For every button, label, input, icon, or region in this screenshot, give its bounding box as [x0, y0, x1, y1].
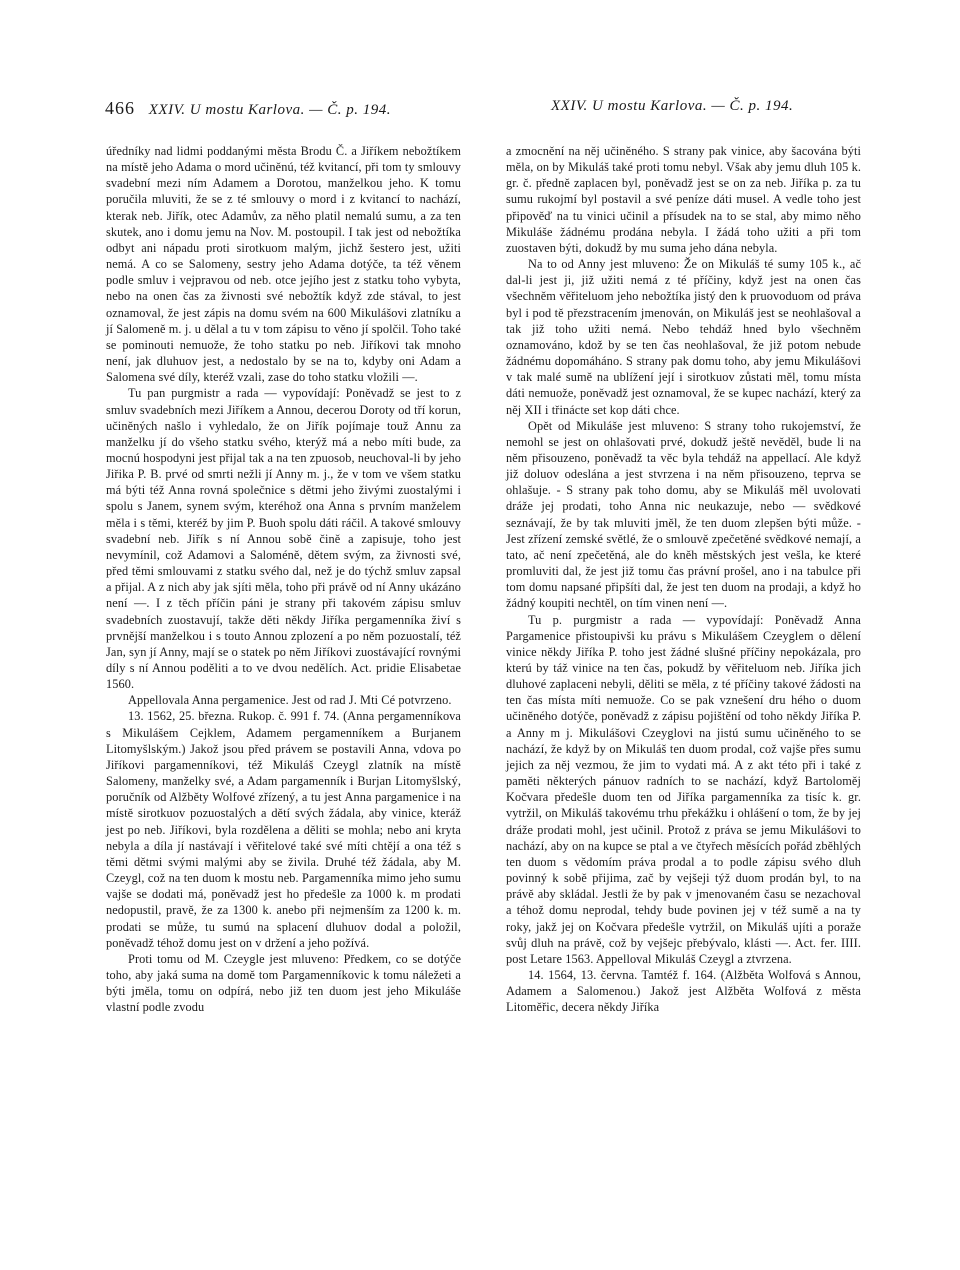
page-header [0, 98, 960, 122]
paragraph: a zmocnění na něj učiněného. S strany pak vinice, aby šacována býti měla, on by Mikuláš také proti tomu nebyl. Však aby jemu dluh 105 k. gr. č. předně zaplacen byl, poněvadž jest se on za neb. Jiříka p. za tu sumu rukojmí byl postavil a své peníze dáti musel. A vedle toho jest připověď na tu vinici učinil a přísudek na to se stal, aby mimo něho Mikuláše žádnému prodána nebyla. I žádá toho užiti a při tom zuostaven býti, dokudž by mu suma jeho dána nebyla. [506, 144, 861, 255]
paragraph: Opět od Mikuláše jest mluveno: S strany toho rukojemství, že nemohl se jest on ohlašovati prvé, dokudž ještě nevěděl, bude li na něm přisouzeno, poněvadž ta věc byla tehdáž na appellací. Ale když již doluov odeslána a jest stvrzena i na něm přisouzeno, teprva se ohlašuje. - S strany pak toho domu, aby se Mikuláš měl uvolovati dráže jej prodati, toho Anna nic neukazuje, nebo — svědkové seznávají, že by tak mluviti jměl, že ten duom zlepšen býti může. - Jest zřízení zemské světlé, že o smlouvě zpečetěné svědkové nemají, a tato, ač není zpečetěná, ale do kněh městských jest vešla, ke které promluviti dal, že jest již tomu čas právní prošel, ano i na tabulce při tom domu napsané připšíti dal, že jest ten duom na prodaji, a když ho žádný koupiti nechtěl, on tím vinen není —. [506, 418, 861, 611]
left-running-title: XXIV. U mostu Karlova. — Č. p. 194. [148, 102, 391, 118]
right-running-title: XXIV. U mostu Karlova. — Č. p. 194. [551, 98, 794, 114]
paragraph: 13. 1562, 25. března. Rukop. č. 991 f. 74. (Anna pergamenníkova s Mikulášem Cejklem, Adamem pergamenníkem a Burjanem Litomyšlským.) Jakož jsou před právem se postavili Anna, vdova po Jiříkovi pargamenníkovi, též Mikuláš Czeygl zlatník na místě Salomeny, manželky své, a Adam pargamenník i Burjan Litomyšlský, poručník od Alžběty Wolfové zřízený, a tu jest Anna pargamenice i na místě sirotkuov pozuostalých a dětí svých žádala, aby vinice, kteráž jest po neb. Jiříkovi, byla rozdělena a děliti se mohla; nebo ani kryta nebyla a díla jí nastávají i věřitelové také své míti chtějí a ona též s těmi dětmi svými malými aby se živila. Druhé též žádala, aby M. Czeygl, což na ten duom k mostu neb. Pargamenníka mimo jeho sumu vajše se dodati má, poněvadž jest ho předešle za 1000 k. m prodati nedopustil, pravě, že za 1300 k. anebo při nejmenším za 1200 k. m. prodati se může, tu sumú na splacení dluhuov dodal a položil, poněvadž téhož domu jest on v držení a jeho požívá. [106, 709, 461, 950]
paragraph: Proti tomu od M. Czeygle jest mluveno: Předkem, co se dotýče toho, aby jaká suma na domě tom Pargamenníkovic k tomu náležeti a býti jměla, tomu on odpírá, nebo již ten duom jest jeho Mikuláše vlastní podle zvodu [106, 951, 461, 1015]
paragraph: Tu pan purgmistr a rada — vypovídají: Poněvadž se jest to z smluv svadebních mezi Jiříkem a Annou, decerou Doroty od tří korun, učiněných našlo i vyhledalo, že on Jiřík pojímaje touž Annu za manželku jí do všeho statku svého, kterýž má a nebo míti bude, za mocnú hospodyni jest přijal tak a na ten zpuosob, neuchoval-li by jeho Jiřika P. B. prvé od smrti nežli jí Anny m. j., že v tom ve všem statku má býti též Anna rovná společnice s dětmi jeho živými zuostalými i spolu s Janem, synem svým, kteréhož ona Anna s prvním manželem měla i s těmi, kteréž by jim P. Buoh spolu dáti ráčil. A takové smlouvy svadební neb. Jiřík s ní Annou sobě čině a zapisuje, toho jest nevymínil, což Adamovi a Saloméně, dětem svým, za živnosti své, před těmi smlouvami z statku svého dal, než je do týchž smluv zapsal a přijal. A z nich aby jak sjíti měla, toho při právě od ní Anny ukázáno není —. I z těch příčin páni je strany při takovém zápisu smluv svadebních zuostavují, takže děti někdy Jiříka pergamenníka živí s prvnější manželkou i s touto Annou zplození a po něm pozuostalí, též Jan, syn jí Anny, mají se o statek po něm Jiříkovi zuostávající rovnými díly s ní Annou poděliti a to ve dvou nedělích. Act. pridie Elisabetae 1560. [106, 386, 461, 692]
paragraph: úředníky nad lidmi poddanými města Brodu Č. a Jiříkem nebožtíkem na místě jeho Adama o mord učiněnú, též kvitancí, při tom ty smlouvy svadební mezi ním Adamem a Dorotou, manželkou jeho. K tomu poručila mluviti, že se z té smlouvy o mord i z kvitancí to nachází, kterak neb. Jiřík, otec Adamův, za něho platil nemalú sumu, a za ten skutek, ano i domu jemu na Nov. M. postoupil. I tak jest od nebožtíka odbyt ani nápadu proti sirotkuom malým, jichž šestero jest, užiti nemá. A co se Salomeny, sestry jeho Adama dotýče, ta též věnem podle smluv i vejpravou od neb. otce jejího jest z statku toho vybyta, nebo na onen čas za živnosti své nebožtík když zde stával, to jest oznamoval, že jest zápis na domu svém na 600 Mikulášovi zlatníku a jí Salomeně m. j. u dělal a tu v tom zápisu to věno jí spolčil. Toho také se pominouti nemuože, že toho statku po neb. Jiříkovi tak mnoho není, jak dluhuov jest, a nedostalo by se na to, kdyby oni Adam a Salomena své díly, kteréž vzali, zase do toho statku vložili —. [106, 144, 461, 385]
left-column [106, 143, 461, 1015]
paragraph: Tu p. purgmistr a rada — vypovídají: Poněvadž Anna Pargamenice přistoupivši ku právu s Mikulášem Czeyglem o dělení vinice někdy Jiříka P. toho jest žádné slušné příčiny nepokázala, pro kterú by táž vinice na ten čas, pokudž by věřiteluom neb. Jiříka jich dluhové zaplaceni nebyli, děliti se měla, z té příčiny takové žádosti na ten čas místa míti nemuože. Co se pak vznešení dru hého o duom učiněného dotýče, poněvadž z zápisu pojištění od toho někdy Jiříka P. a Anny m j. Mikulášovi Czeyglovi na jistú sumu učiněného to se nachází, že když by on Mikuláš ten duom prodal, což vajše přes sumu jejich za něj vezmou, že jim to vydati má. A z akt této při i také z paměti některých pánuov radních to se nachází, když Bartoloměj Kočvara předešle duom ten od Jiříka pargamenníka za tisíc k. gr. vytržil, on Mikuláš takovému trhu překážku i ohlášení o tom, že by jej dráže prodati mohl, jest učinil. Protož z práva se jemu Mikulášovi to nachází, aby on na kupce se ptal a ve čtyřech měsících pořád zběhlých ten duom s vědomím práva prodal a to podle zápisu svého dluh povinný k sobě přijima, zač by vejšeji týž duom prodán byl, to na právě aby skládal. Jestli že by pak v jmenovaném času se nezachoval a téhož domu neprodal, tehdy bude povinen jej v též sumě a na ty roky, jakž jej on Kočvara předešle vytržil, on Mikuláš ujíti a poraže svůj dluh na právě, což by vejšejc přebývalo, klásti —. Act. fer. IIII. post Letare 1563. Appelloval Mikuláš Czeygl a ztvrzena. [506, 612, 861, 966]
left-header [105, 98, 391, 119]
paragraph: Appellovala Anna pergamenice. Jest od rad J. Mti Cé potvrzeno. [128, 693, 452, 708]
paragraph: Na to od Anny jest mluveno: Že on Mikuláš té sumy 105 k., ač dal-li jest ji, již užiti nemá z té příčiny, když jest na onen čas všechněm věřiteluom jeho nebožtíka jistý den k pruovoduom od práva byl i pod tě přezstracením jmenován, on Mikuláš jest se neohlašoval a tak již toho užiti nemá. Nebo tehdáž hned bylo všechněm oznamováno, kdož by se ten čas neohlašoval, že již potom nebude žádnému dopomáháno. S strany pak domu toho, aby jemu Mikulášovi v tak malé sumě na ublížení její i sirotkuov zůstati měl, tomu místa dáti nemuože, poněvadž jest oznamoval, že se kupec nachází, který za něj XII i třinácte set kop dáti chce. [506, 257, 861, 417]
right-column [506, 143, 861, 1015]
paragraph: 14. 1564, 13. června. Tamtéž f. 164. (Alžběta Wolfová s Annou, Adamem a Salomenou.) Jakož jest Alžběta Wolfová z města Litoměřic, decera někdy Jiříka [506, 967, 861, 1015]
page-number: 466 [105, 98, 135, 118]
